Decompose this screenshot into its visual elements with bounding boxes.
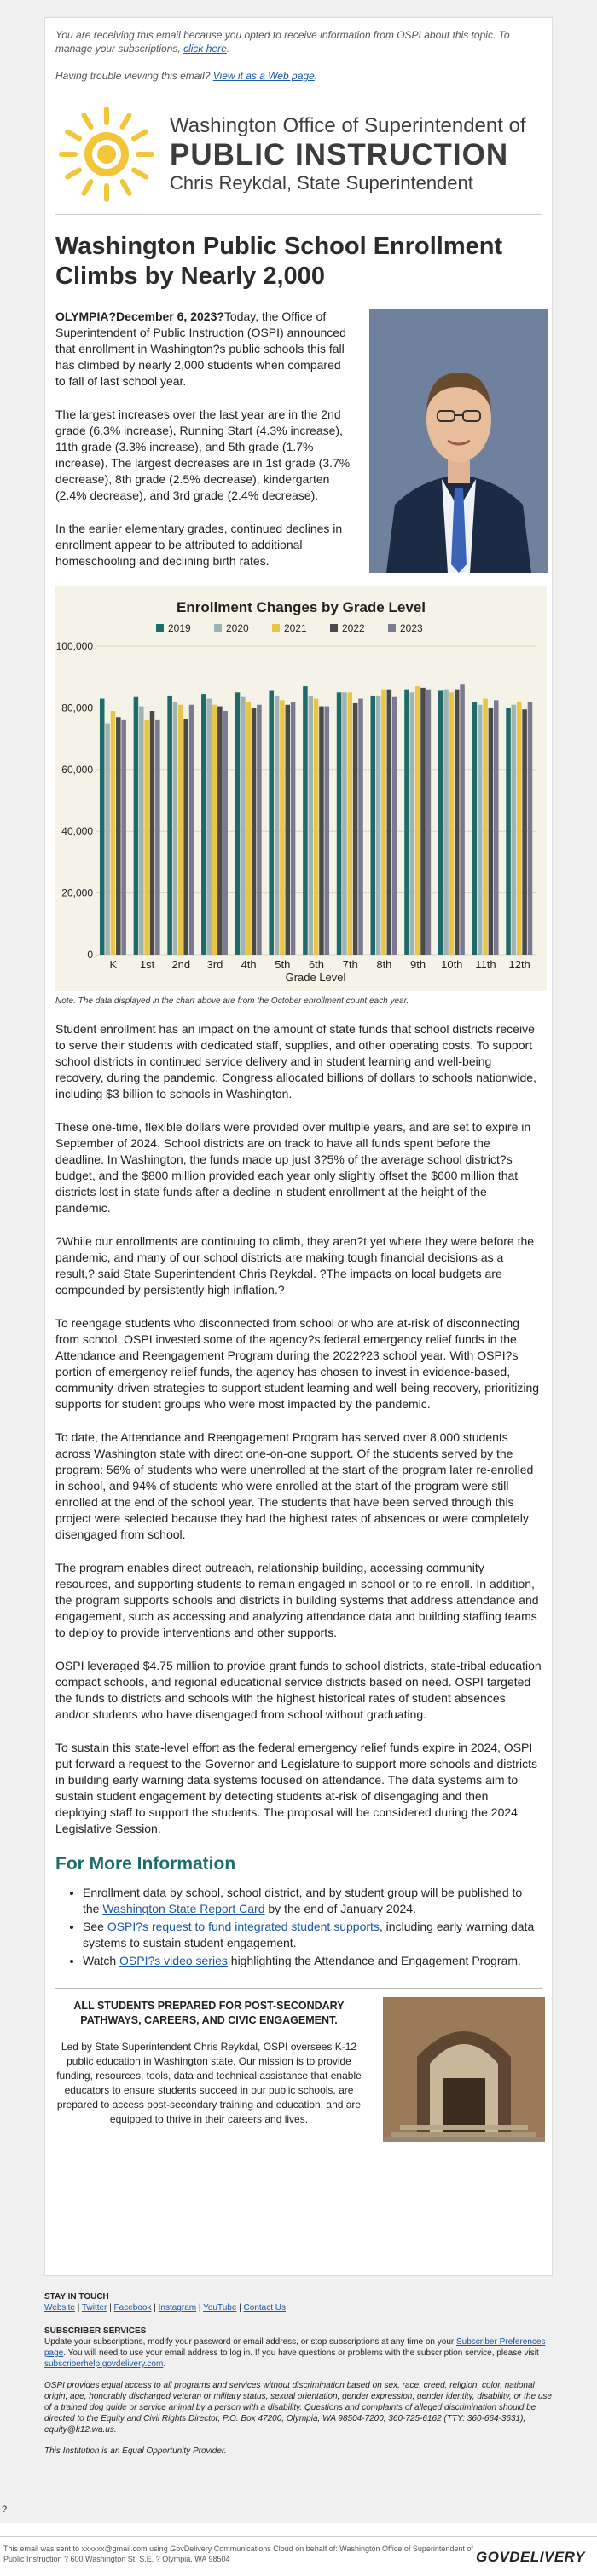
bar	[342, 692, 347, 955]
body-paragraph-2: These one-time, flexible dollars were provided over multiple years, and are set to expire in September of 2024. School districts are on track to have all funds spent before the deadline. In Washington, the funds made up just 3?5% of the average school district?s budget, and the $800 million provided each year only slightly offset the $600 million that districts lost in state funds after a decline in student enrollment at the height of the pandemic.	[55, 1120, 531, 1215]
y-tick-label: 20,000	[61, 887, 93, 899]
bar	[111, 711, 116, 955]
subscriber-footer	[44, 2286, 553, 2457]
chart-x-axis-label: Grade Level	[285, 971, 346, 984]
bar	[319, 707, 324, 955]
website-link[interactable]: Website	[44, 2303, 75, 2313]
bar	[223, 711, 228, 955]
bar	[155, 720, 160, 955]
bar	[371, 696, 376, 955]
enrollment-chart-svg	[55, 586, 547, 991]
more-info-heading: For More Information	[55, 1854, 236, 1874]
intro-paragraph-3: In the earlier elementary grades, continued declines in enrollment appear to be attributed to additional homeschooling and declining birth rates.	[55, 522, 343, 568]
bar	[150, 711, 155, 955]
bar	[139, 707, 144, 955]
subscriber-preferences-link[interactable]: Subscriber Preferences page	[44, 2337, 546, 2358]
bar	[387, 690, 392, 955]
y-tick-label: 0	[87, 949, 93, 961]
facebook-link[interactable]: Facebook	[113, 2303, 152, 2313]
bar	[455, 690, 460, 955]
x-tick-label: 9th	[410, 958, 426, 971]
x-tick-label: 1st	[139, 958, 155, 971]
bar	[358, 699, 363, 955]
bar	[116, 717, 121, 955]
bar	[489, 708, 494, 955]
x-tick-label: 5th	[275, 958, 291, 971]
dateline: OLYMPIA?December 6, 2023?	[55, 309, 224, 323]
instagram-link[interactable]: Instagram	[158, 2303, 197, 2313]
bar	[183, 719, 188, 955]
bar	[506, 708, 511, 955]
bar	[348, 692, 353, 955]
chart-x-axis	[110, 958, 530, 971]
email-card	[44, 17, 553, 2276]
bar	[280, 700, 285, 955]
manage-subscriptions-link[interactable]: click here	[183, 43, 227, 55]
bar	[201, 694, 206, 955]
bar	[392, 697, 397, 955]
bar	[235, 692, 241, 955]
bar	[308, 696, 313, 955]
y-tick-label: 40,000	[61, 825, 93, 838]
bar	[173, 702, 178, 955]
bar	[325, 707, 330, 955]
legend-label: 2023	[400, 622, 423, 634]
view-as-web-page-link[interactable]: View it as a Web page	[212, 70, 315, 82]
intro-paragraph-2: The largest increases over the last year are in the 2nd grade (6.3% increase), Running Start (4.3% increase), 11th grade (3.3% increase), and 5th grade (1.7% increase). The largest decreases are in 1st grade (3.7% decrease), 8th grade (2.5% decrease), kindergarten (2.4% decrease), and 3rd grade (2.4% decrease).	[55, 407, 351, 502]
body-paragraph-7: OSPI leveraged $4.75 million to provide grant funds to school districts, state-tribal education compact schools, and regional educational service districts based on need. OSPI targeted the funds to districts and schools with the highest historical rates of student absences and/or students who have disengaged from school without graduating.	[55, 1659, 542, 1721]
x-tick-label: 11th	[475, 958, 496, 971]
bar	[100, 699, 105, 955]
bar	[483, 699, 488, 955]
logo-public-instruction: PUBLIC INSTRUCTION	[170, 138, 509, 171]
body-paragraph-3: ?While our enrollments are continuing to climb, they aren?t yet where they were before the pandemic, and many of our school districts are making tough financial decisions as a result,? said State Superintendent Chris Reykdal. ?The impacts on local budgets are compounded by persistently high inflation.?	[55, 1234, 535, 1297]
bar	[206, 699, 212, 955]
bar	[269, 690, 274, 955]
legend-swatch	[330, 624, 338, 632]
logo-wordmark	[170, 114, 526, 194]
integrated-supports-link[interactable]: OSPI?s request to fund integrated student supports	[107, 1920, 380, 1933]
body-paragraph-1: Student enrollment has an impact on the amount of state funds that school districts receive to serve their students with dedicated staff, supplies, and other operating costs. To support school districts in continued service delivery and in student learning and well-being recovery, during the pandemic, Congress allocated billions of dollars to schools nationwide, including $3 billion to schools in Washington.	[55, 1022, 536, 1100]
doorway-image	[383, 1997, 545, 2142]
list-item: • Watch OSPI?s video series highlighting the Attendance and Engagement Program.	[83, 1953, 542, 1969]
bar	[426, 690, 432, 955]
logo-office-name: Washington Office of Superintendent of	[170, 114, 526, 137]
legend-label: 2021	[284, 622, 307, 634]
bar	[478, 705, 483, 955]
bar	[337, 692, 342, 955]
bar	[517, 702, 522, 955]
legend-swatch	[388, 624, 396, 632]
bar	[522, 709, 527, 955]
body-paragraph-6: The program enables direct outreach, relationship building, accessing community resources, and supporting students to remain engaged in school or to re-enroll. In addition, the program supports schools and districts in building systems that address attendance and engagement, such as accessing and analyzing attendance data and building staffing teams to deploy to provide interventions and other supports.	[55, 1561, 539, 1639]
bar	[134, 697, 139, 955]
mission-title: ALL STUDENTS PREPARED FOR POST-SECONDARY PATHWAYS, CAREERS, AND CIVIC ENGAGEMENT.	[73, 2000, 345, 2026]
chart-title: Enrollment Changes by Grade Level	[177, 599, 426, 615]
bar	[415, 686, 420, 955]
x-tick-label: 2nd	[171, 958, 191, 971]
govdelivery-logo: GOVDELIVERY	[476, 2549, 585, 2565]
bar	[105, 724, 110, 956]
non-discrimination-statement: OSPI provides equal access to all programs and services without discrimination based on sex, race, creed, religion, color, national origin, age, honorably discharged veteran or military status, sexual orientation, gender expression, gender identity, disability, or the use of a trained dog guide or service animal by a person with a disability. Questions and complaints of alleged discrimination should be directed to the Equity and Civil Rights Director, P.O. Box 47200, Olympia, WA 98504-7200, 360-725-6162 (TTY: 360-664-3631), equity@k12.wa.us.	[44, 2381, 552, 2434]
superintendent-photo	[369, 309, 548, 573]
mission-section	[55, 1988, 542, 2169]
y-tick-label: 100,000	[55, 640, 93, 652]
x-tick-label: 10th	[441, 958, 463, 971]
bar	[246, 702, 251, 955]
chart-legend	[156, 622, 423, 634]
x-tick-label: 4th	[241, 958, 257, 971]
more-info-list	[55, 1885, 542, 1969]
bar	[241, 697, 246, 955]
video-series-link[interactable]: OSPI?s video series	[119, 1954, 228, 1967]
prehead-web-view: Having trouble viewing this email? View it as a Web page.	[55, 70, 318, 82]
bar	[381, 690, 386, 955]
x-tick-label: 7th	[342, 958, 358, 971]
logo-superintendent: Chris Reykdal, State Superintendent	[170, 172, 473, 193]
bar	[291, 702, 296, 955]
subscriber-services-heading: SUBSCRIBER SERVICES	[44, 2326, 147, 2336]
sun-logo-icon	[55, 103, 158, 205]
ospi-header-logo	[55, 95, 542, 215]
bar	[512, 705, 517, 955]
bar	[528, 702, 533, 955]
legend-label: 2019	[168, 622, 191, 634]
bar	[257, 705, 262, 955]
x-tick-label: K	[109, 958, 118, 971]
portrait-image	[369, 309, 548, 573]
twitter-link[interactable]: Twitter	[81, 2303, 107, 2313]
body-paragraph-4: To reengage students who disconnected from school or who are at-risk of disconnecting from school, OSPI invested some of the agency?s federal emergency relief funds in the Attendance and Reengagement Program during the 2022?23 school year. With OSPI?s portion of emergency relief funds, the agency has chosen to invest in evidence-based, community-driven strategies to support student learning and well-being recovery, prioritizing supports for student groups who were most impacted by the pandemic.	[55, 1316, 540, 1411]
legend-label: 2020	[226, 622, 249, 634]
legend-swatch	[272, 624, 280, 632]
sent-to-notice: This email was sent to xxxxxx@gmail.com using GovDelivery Communications Cloud on behalf of: Washington Office of Superintendent of Public Instruction ? 600 Washington St. S.E. ? Olympia, WA 98504	[3, 2544, 473, 2563]
bar	[443, 690, 449, 955]
list-item: • See OSPI?s request to fund integrated student supports, including early warning data systems to sustain student engagement.	[83, 1919, 542, 1951]
mission-body: Led by State Superintendent Chris Reykdal, OSPI oversees K-12 public education in Washington state. Our mission is to provide funding, resources, tools, data and technical assistance that enable educators to ensure students succeed in our public schools, are prepared to access post-secondary training and education, and are equipped to thrive in their careers and lives.	[56, 2041, 362, 2125]
mission-text	[55, 1999, 362, 2127]
body-paragraph-8: To sustain this state-level effort as the federal emergency relief funds expire in 2024, OSPI put forward a request to the Governor and Legislature to support more schools and districts in building early warning data systems focused on attendance. The data systems aim to sustain student engagement by detecting students at-risk of disengaging and then deploying staff to support the students. The proposal will be considered during the 2024 Legislative Session.	[55, 1741, 537, 1835]
bar	[144, 720, 149, 955]
bar	[314, 699, 319, 955]
stay-in-touch-heading: STAY IN TOUCH	[44, 2292, 109, 2302]
bar	[420, 688, 426, 955]
bar	[449, 692, 455, 955]
bar	[285, 705, 290, 955]
prehead-subscription-note: You are receiving this email because you opted to receive information from OSPI about this topic. To manage your subscriptions, click here.	[55, 29, 510, 55]
youtube-link[interactable]: YouTube	[203, 2303, 237, 2313]
bar	[167, 696, 172, 955]
equal-opportunity-statement: This Institution is an Equal Opportunity Provider.	[44, 2446, 227, 2456]
bar	[217, 707, 223, 955]
legend-label: 2022	[342, 622, 365, 634]
bar	[494, 700, 499, 955]
article-title: Washington Public School Enrollment Climbs by Nearly 2,000	[55, 233, 503, 290]
body-paragraph-5: To date, the Attendance and Reengagement Program has served over 8,000 students across Washington state with direct one-on-one support. Of the students served by the program: 56% of students who were unenrolled at the start of the program later re-enrolled in school, and 94% of students who were enrolled at the start of the program were still enrolled at the end of the school year. The students that have been served through this project were selected because they had the highest rates of absences or were completely disengaged from school.	[55, 1430, 534, 1541]
bar	[460, 684, 465, 955]
x-tick-label: 8th	[376, 958, 392, 971]
bar	[376, 696, 381, 955]
govdelivery-footer-bar	[0, 2536, 597, 2576]
stray-character: ?	[2, 2504, 8, 2515]
chart-bars	[100, 684, 532, 955]
list-item: • Enrollment data by school, school district, and by student group will be published to the Washington State Report Card by the end of January 2024.	[83, 1885, 542, 1917]
chart-note: Note. The data displayed in the chart above are from the October enrollment count each year.	[55, 996, 409, 1006]
capitol-doorway-photo	[383, 1997, 545, 2142]
intro-text	[55, 309, 354, 569]
social-links: Website | Twitter | Facebook | Instagram | YouTube | Contact Us	[44, 2303, 286, 2313]
subscriber-services-text: Update your subscriptions, modify your password or email address, or stop subscriptions at any time on your Subscriber Preferences page. You will need to use your email address to log in. If you have questions or problems with the subscription service, please visit subscriberhelp.govdelivery.com.	[44, 2337, 546, 2369]
chart-y-axis	[56, 640, 94, 961]
bar	[212, 705, 217, 955]
x-tick-label: 3rd	[206, 958, 223, 971]
bar	[353, 703, 358, 955]
bar	[121, 720, 126, 955]
bar	[410, 692, 415, 955]
y-tick-label: 60,000	[61, 763, 93, 776]
bar	[252, 708, 257, 955]
article-intro	[55, 309, 542, 569]
enrollment-chart	[55, 586, 547, 991]
bar	[178, 705, 183, 955]
contact-us-link[interactable]: Contact Us	[243, 2303, 286, 2313]
legend-swatch	[214, 624, 222, 632]
intro-paragraph-1: OLYMPIA?December 6, 2023?Today, the Office of Superintendent of Public Instruction (OSPI) announced that enrollment in Washington?s public schools this fall has climbed by nearly 2,000 students when compared to fall of last school year.	[55, 309, 346, 388]
bar	[275, 696, 280, 955]
bar	[472, 702, 478, 955]
x-tick-label: 6th	[308, 958, 325, 971]
y-tick-label: 80,000	[61, 702, 93, 714]
x-tick-label: 12th	[508, 958, 530, 971]
subscriber-help-link[interactable]: subscriberhelp.govdelivery.com	[44, 2359, 164, 2369]
bar	[303, 686, 308, 955]
bar	[189, 705, 194, 955]
bar	[438, 690, 443, 955]
bar	[404, 690, 409, 955]
legend-swatch	[156, 624, 164, 632]
report-card-link[interactable]: Washington State Report Card	[102, 1902, 265, 1915]
